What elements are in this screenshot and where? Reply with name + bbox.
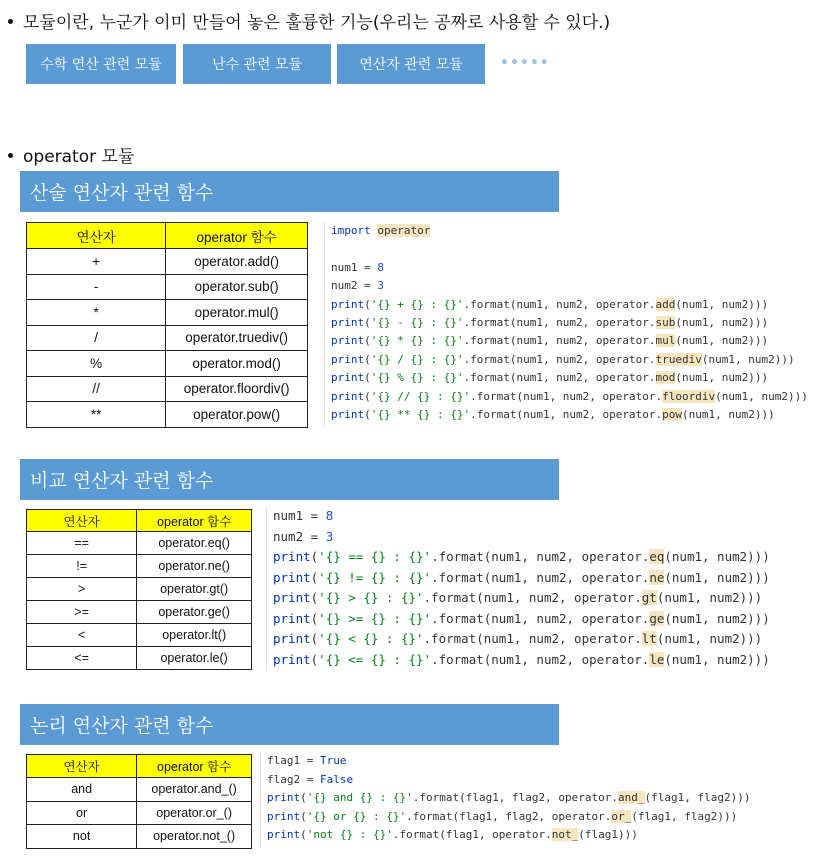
code-line: print('{} ** {} : {}'.format(num1, num2, operator.pow(num1, num2))) xyxy=(331,408,775,422)
operator-symbol-cell: or xyxy=(27,801,137,825)
table-row xyxy=(27,402,308,428)
operator-function-cell: operator.lt() xyxy=(137,624,252,647)
operator-module-button[interactable]: 연산자 관련 모듈 xyxy=(337,44,485,84)
operator-function-cell: operator.le() xyxy=(137,647,252,670)
bullet-icon xyxy=(8,153,13,158)
table-row xyxy=(27,274,308,300)
logic-section-header xyxy=(20,704,559,745)
more-indicator: ••••• xyxy=(500,55,550,71)
operator-symbol-cell: and xyxy=(27,778,137,802)
code-line: num2 = 3 xyxy=(331,279,384,293)
compare-section-header xyxy=(20,459,559,500)
operator-symbol-cell: % xyxy=(27,351,166,377)
code-line: print('not {} : {}'.format(flag1, operator.not_(flag1))) xyxy=(267,828,638,842)
code-line: print('{} / {} : {}'.format(num1, num2, operator.truediv(num1, num2))) xyxy=(331,352,795,366)
operator-function-cell: operator.ge() xyxy=(137,601,252,624)
operator-symbol-cell: > xyxy=(27,578,137,601)
compare-section-title: 비교 연산자 관련 함수 xyxy=(30,470,214,492)
table-row xyxy=(27,249,308,275)
table-row xyxy=(27,601,252,624)
operator-function-cell: operator.floordiv() xyxy=(166,376,308,402)
bullet-icon xyxy=(8,19,13,24)
operator-function-cell: operator.mod() xyxy=(166,351,308,377)
table-header-row xyxy=(27,755,252,778)
operator-function-cell: operator.eq() xyxy=(137,532,252,555)
operator-symbol-cell: not xyxy=(27,825,137,849)
function-column-header: operator 함수 xyxy=(137,510,252,532)
code-line: print('{} >= {} : {}'.format(num1, num2, operator.ge(num1, num2))) xyxy=(273,610,770,626)
function-column-header: operator 함수 xyxy=(137,755,252,778)
code-line: num2 = 3 xyxy=(273,528,334,544)
operator-symbol-cell: != xyxy=(27,555,137,578)
arith-operator-table xyxy=(26,222,308,428)
arith-section-title: 산술 연산자 관련 함수 xyxy=(30,182,214,204)
logic-code-block xyxy=(260,752,780,848)
logic-section-title: 논리 연산자 관련 함수 xyxy=(30,715,214,737)
table-row xyxy=(27,300,308,326)
code-line: flag2 = False xyxy=(267,772,354,786)
operator-function-cell: operator.gt() xyxy=(137,578,252,601)
function-column-header: operator 함수 xyxy=(166,223,308,249)
operator-function-cell: operator.sub() xyxy=(166,274,308,300)
intro-bullet xyxy=(8,8,610,33)
code-line: print('{} and {} : {}'.format(flag1, flag2, operator.and_(flag1, flag2))) xyxy=(267,791,751,805)
code-line: num1 = 8 xyxy=(331,260,384,274)
table-row xyxy=(27,647,252,670)
operator-symbol-cell: / xyxy=(27,325,166,351)
table-row xyxy=(27,376,308,402)
operator-column-header: 연산자 xyxy=(27,223,166,249)
table-row xyxy=(27,555,252,578)
operator-column-header: 연산자 xyxy=(27,510,137,532)
operator-heading-text: operator 모듈 xyxy=(23,147,135,167)
table-row xyxy=(27,825,252,849)
code-line: print('{} != {} : {}'.format(num1, num2, operator.ne(num1, num2))) xyxy=(273,569,770,585)
operator-symbol-cell: ** xyxy=(27,402,166,428)
operator-column-header: 연산자 xyxy=(27,755,137,778)
operator-function-cell: operator.pow() xyxy=(166,402,308,428)
table-header-row xyxy=(27,510,252,532)
operator-heading xyxy=(8,142,134,167)
code-line: print('{} > {} : {}'.format(num1, num2, operator.gt(num1, num2))) xyxy=(273,590,763,605)
code-line xyxy=(331,240,824,258)
arith-code-block xyxy=(324,222,824,428)
table-row xyxy=(27,578,252,601)
logic-operator-table xyxy=(26,754,252,849)
operator-symbol-cell: * xyxy=(27,300,166,326)
compare-operator-table xyxy=(26,509,252,670)
code-line: print('{} < {} : {}'.format(num1, num2, operator.lt(num1, num2))) xyxy=(273,631,763,646)
operator-symbol-cell: + xyxy=(27,249,166,275)
operator-function-cell: operator.truediv() xyxy=(166,325,308,351)
operator-function-cell: operator.or_() xyxy=(137,801,252,825)
operator-symbol-cell: >= xyxy=(27,601,137,624)
arith-section-header xyxy=(20,171,559,212)
table-row xyxy=(27,801,252,825)
code-line: print('{} <= {} : {}'.format(num1, num2, operator.le(num1, num2))) xyxy=(273,651,770,667)
operator-symbol-cell: <= xyxy=(27,647,137,670)
code-line: flag1 = True xyxy=(267,754,347,767)
table-row xyxy=(27,778,252,802)
random-module-button[interactable]: 난수 관련 모듈 xyxy=(183,44,331,84)
operator-symbol-cell: < xyxy=(27,624,137,647)
code-line: num1 = 8 xyxy=(273,508,334,523)
operator-symbol-cell: // xyxy=(27,376,166,402)
table-row xyxy=(27,624,252,647)
operator-function-cell: operator.ne() xyxy=(137,555,252,578)
code-line: print('{} or {} : {}'.format(flag1, flag2, operator.or_(flag1, flag2))) xyxy=(267,809,738,823)
operator-symbol-cell: == xyxy=(27,532,137,555)
code-line: print('{} == {} : {}'.format(num1, num2, operator.eq(num1, num2))) xyxy=(273,549,770,564)
table-row xyxy=(27,351,308,377)
table-header-row xyxy=(27,223,308,249)
code-line: print('{} - {} : {}'.format(num1, num2, operator.sub(num1, num2))) xyxy=(331,316,769,330)
table-row xyxy=(27,532,252,555)
operator-function-cell: operator.and_() xyxy=(137,778,252,802)
operator-symbol-cell: - xyxy=(27,274,166,300)
intro-text: 모듈이란, 누군가 이미 만들어 놓은 훌륭한 기능(우리는 공짜로 사용할 수 있다.) xyxy=(23,13,611,33)
operator-function-cell: operator.add() xyxy=(166,249,308,275)
code-line: print('{} + {} : {}'.format(num1, num2, operator.add(num1, num2))) xyxy=(331,297,769,311)
math-module-button[interactable]: 수학 연산 관련 모듈 xyxy=(26,44,176,84)
code-line: print('{} // {} : {}'.format(num1, num2, operator.floordiv(num1, num2))) xyxy=(331,389,808,403)
code-line: print('{} * {} : {}'.format(num1, num2, operator.mul(num1, num2))) xyxy=(331,334,769,348)
operator-function-cell: operator.mul() xyxy=(166,300,308,326)
compare-code-block xyxy=(266,506,786,671)
code-line: print('{} % {} : {}'.format(num1, num2, operator.mod(num1, num2))) xyxy=(331,371,769,385)
operator-function-cell: operator.not_() xyxy=(137,825,252,849)
table-row xyxy=(27,325,308,351)
code-line: import operator xyxy=(331,224,431,237)
